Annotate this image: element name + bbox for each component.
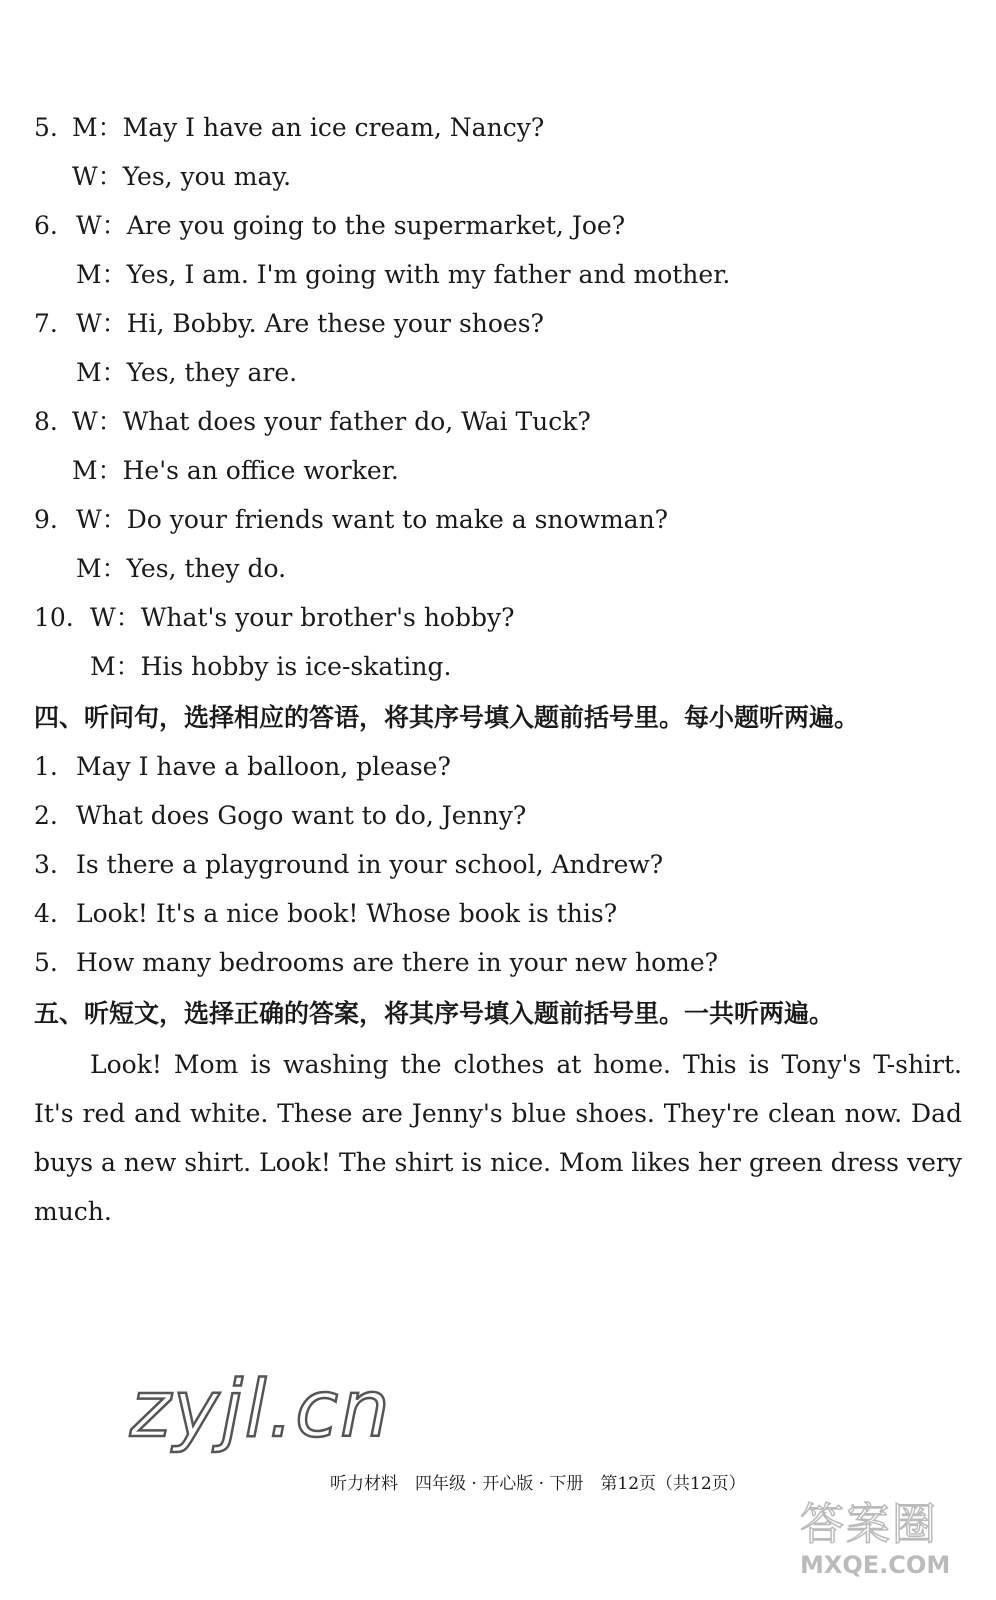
question-item: [34, 800, 526, 832]
watermark-zyjl: zyjl.cn: [130, 1365, 392, 1455]
question-item: [34, 947, 718, 979]
section-heading: 五、听短文，选择正确的答案，将其序号填入题前括号里。一共听两遍。: [34, 999, 835, 1028]
watermark-mxqe-cn: 答案圈: [800, 1499, 938, 1550]
question-item: [34, 849, 663, 881]
dialogue-line: W：Yes, you may.: [72, 162, 292, 191]
question-text: Is there a playground in your school, Andrew?: [76, 850, 664, 879]
dialogue-line: W：Are you going to the supermarket, Joe?: [76, 211, 626, 240]
question-text: Look! It's a nice book! Whose book is this?: [76, 899, 618, 928]
item-number: 10.: [34, 603, 74, 632]
item-number: 8.: [34, 407, 58, 436]
dialogue-line: M：Yes, they do.: [76, 554, 287, 583]
dialogue-line: W：What's your brother's hobby?: [90, 603, 515, 632]
item-number: 2.: [34, 801, 58, 830]
question-item: [34, 898, 617, 930]
dialogue-line: W：Do your friends want to make a snowman?: [76, 505, 669, 534]
question-text: May I have a balloon, please?: [76, 752, 451, 781]
dialogue-line: M：Yes, I am. I'm going with my father and mother.: [76, 260, 731, 289]
watermark-mxqe: [800, 1500, 980, 1592]
item-number: 4.: [34, 899, 58, 928]
item-number: 3.: [34, 850, 58, 879]
dialogue-line: M：He's an office worker.: [72, 456, 399, 485]
dialogue-line: M：His hobby is ice-skating.: [90, 652, 452, 681]
passage: Look! Mom is washing the clothes at home. This is Tony's T-shirt. It's red and white. These are Jenny's blue shoes. They're clean now. Dad buys a new shirt. Look! The shirt is nice. Mom likes her green dress very much.: [34, 1050, 962, 1226]
item-number: 5.: [34, 948, 58, 977]
question-text: What does Gogo want to do, Jenny?: [76, 801, 527, 830]
watermark-mxqe-en: MXQE.COM: [800, 1551, 951, 1579]
item-number: 9.: [34, 505, 58, 534]
dialogue-line: W：Hi, Bobby. Are these your shoes?: [76, 309, 544, 338]
item-number: 5.: [34, 113, 58, 142]
dialogue-line: W：What does your father do, Wai Tuck?: [72, 407, 591, 436]
question-item: [34, 751, 451, 783]
item-number: 1.: [34, 752, 58, 781]
section-heading: 四、听问句，选择相应的答语，将其序号填入题前括号里。每小题听两遍。: [34, 703, 860, 732]
dialogue-line: M：May I have an ice cream, Nancy?: [72, 113, 545, 142]
item-number: 7.: [34, 309, 58, 338]
dialogue-line: M：Yes, they are.: [76, 358, 298, 387]
page-footer: 听力材料 四年级 · 开心版 · 下册 第12页（共12页）: [330, 1474, 746, 1494]
question-text: How many bedrooms are there in your new home?: [76, 948, 719, 977]
item-number: 6.: [34, 211, 58, 240]
